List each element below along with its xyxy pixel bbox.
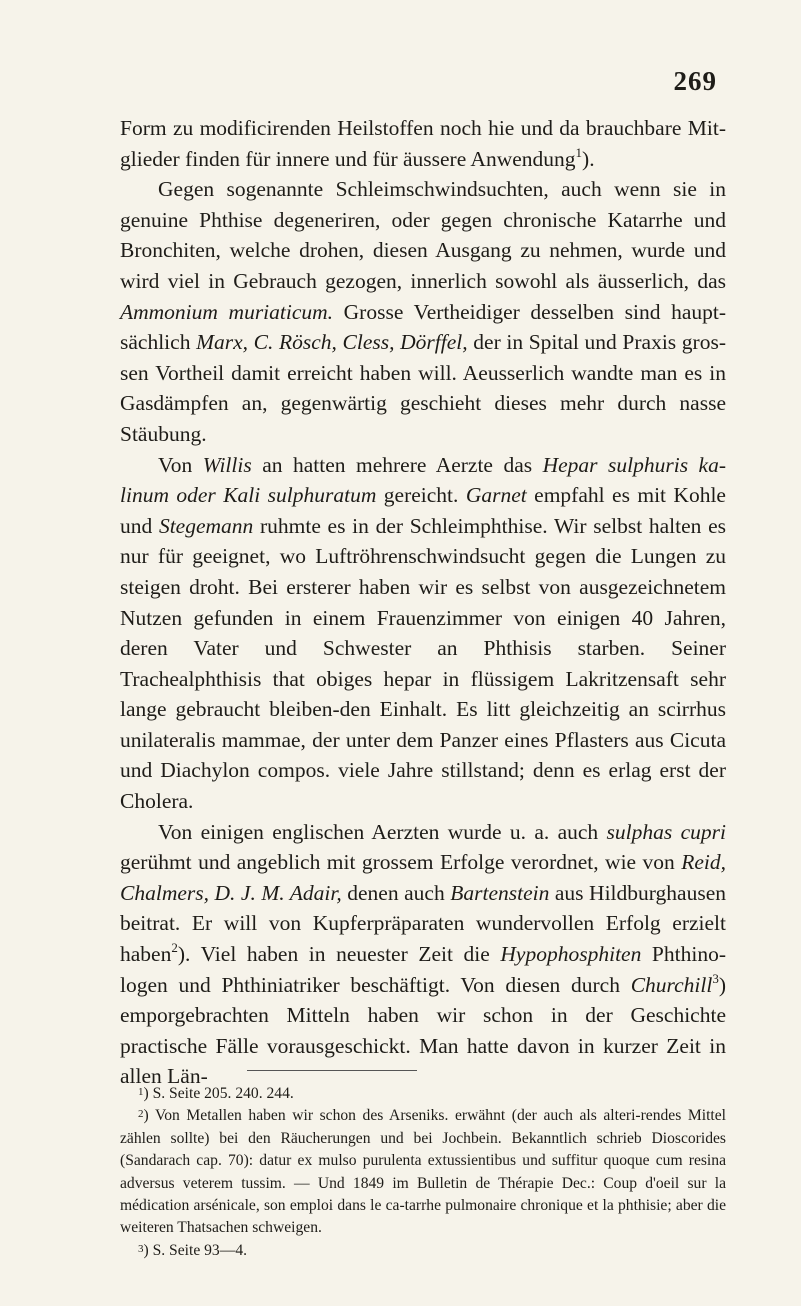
paragraph xyxy=(120,174,726,449)
footnote-reference: 3 xyxy=(712,970,719,986)
body-text xyxy=(120,113,726,1092)
text-segment: der in Spital und Praxis gros-sen Vortheil damit erreicht haben will. Aeusserlich wandte man es in Gasdämpfen an, gegenwärtig geschieht dieses mehr durch nasse Stäubung. xyxy=(120,330,726,446)
footnote-reference: 1 xyxy=(575,144,583,160)
emphasized-text: Stegemann xyxy=(158,513,254,538)
footnote xyxy=(120,1105,726,1239)
emphasized-text: Marx, C. Rösch, Cless, Dörffel, xyxy=(196,330,468,355)
text-segment: gerühmt und angeblich mit grossem Erfolge verordnet, wie von xyxy=(120,850,682,875)
emphasized-text: Reid, Chalmers, D. J. M. Adair, xyxy=(120,850,726,905)
page-number: 269 xyxy=(673,66,717,96)
text-segment: Phthino-logen und Phthiniatriker beschäftigt. Von diesen durch xyxy=(120,942,726,997)
footnote-text: ) S. Seite 93—4. xyxy=(143,1241,248,1259)
footnote-text: ) S. Seite 205. 240. 244. xyxy=(143,1085,294,1102)
emphasized-text: Willis xyxy=(202,452,252,477)
paragraph xyxy=(120,113,726,174)
text-segment: gereicht. xyxy=(376,483,466,508)
emphasized-text: sulphas cupri xyxy=(606,819,726,844)
text-segment: Gegen sogenannte Schleimschwindsuchten, auch wenn sie in genuine Phthise degeneriren, oder gegen chronische Katarrhe und Bronchiten, welche drohen, diesen Ausgang zu nehmen, wurde und wird viel in Gebrauch gezogen, innerlich sowohl als äusserlich, das xyxy=(120,177,726,293)
paragraph xyxy=(120,450,726,817)
footnote-mark: 1 xyxy=(138,1086,144,1098)
text-segment: Von einigen englischen Aerzten wurde u. a. auch xyxy=(158,819,607,844)
footnote-reference: 2 xyxy=(171,940,178,956)
text-segment: an hatten mehrere Aerzte das xyxy=(251,452,543,477)
emphasized-text: Bartenstein xyxy=(450,880,550,905)
footnote xyxy=(120,1240,726,1262)
paragraph xyxy=(120,817,726,1092)
footnote-text: ) Von Metallen haben wir schon des Arseniks. erwähnt (der auch als alteri-rendes Mittel zählen sollte) bei den Räucherungen und bei Jochbein. Bekanntlich schrieb Dioscorides (Sandarach cap. 70): datur ex mulso purulenta extussientibus und suffitur quoque cum resina adversus veterem tussim. — Und 1849 im Bulletin de Thérapie Dec.: Coup d'oeil sur la médication arsénicale, son emploi dans le ca-tarrhe pulmonaire chronique et la phthisie; aber die weiteren Thatsachen schweigen. xyxy=(120,1107,726,1237)
text-segment: Von xyxy=(158,452,203,477)
emphasized-text: Hepar sulphuris ka-linum oder Kali sulphuratum xyxy=(120,452,726,508)
text-segment: denen auch xyxy=(341,880,451,905)
text-segment: aus Hildburghausen beitrat. Er will von Kupferpräparaten wundervollen Erfolg erzielt haben xyxy=(120,880,727,967)
footnote xyxy=(120,1083,726,1105)
emphasized-text: Hypophosphiten xyxy=(500,942,642,967)
text-segment: empfahl es mit Kohle und xyxy=(120,483,726,538)
text-segment: ). xyxy=(582,146,595,171)
emphasized-text: Churchill xyxy=(630,972,713,997)
text-segment: ruhmte es in der Schleimphthise. Wir selbst halten es nur für geeignet, wo Luftröhrenschwindsucht gegen die Lungen zu steigen droht. Bei ersterer haben wir es selbst von ausgezeichnetem Nutzen gefunden in einem Frauenzimmer von einigen 40 Jahren, deren Vater und Schwester an Phthisis starben. Seiner Trachealphthisis that obiges hepar in flüssigem Lakritzensaft sehr lange gebraucht bleiben-den Einhalt. Es litt gleichzeitig an scirrhus unilateralis mammae, der unter dem Panzer eines Pflasters aus Cicuta und Diachylon compos. viele Jahre stillstand; denn es erlag erst der Cholera. xyxy=(120,513,726,814)
footnotes xyxy=(120,1083,726,1262)
emphasized-text: Ammonium muriaticum. xyxy=(120,299,334,324)
footnote-mark: 2 xyxy=(138,1108,144,1121)
text-segment: ) emporgebrachten Mitteln haben wir schon in der Geschichte practische Fälle vorausgeschickt. Man hatte davon in kurzer Zeit in allen Län- xyxy=(120,972,726,1089)
text-segment: Grosse Vertheidiger desselben sind haupt-sächlich xyxy=(120,299,726,355)
text-segment: Form zu modificirenden Heilstoffen noch hie und da brauchbare Mit-glieder finden für innere und für äussere Anwendung xyxy=(120,116,726,171)
footnote-mark: 3 xyxy=(138,1242,144,1255)
text-segment: ). Viel haben in neuester Zeit die xyxy=(177,942,501,967)
emphasized-text: Garnet xyxy=(465,483,527,508)
footnote-separator xyxy=(247,1070,417,1071)
